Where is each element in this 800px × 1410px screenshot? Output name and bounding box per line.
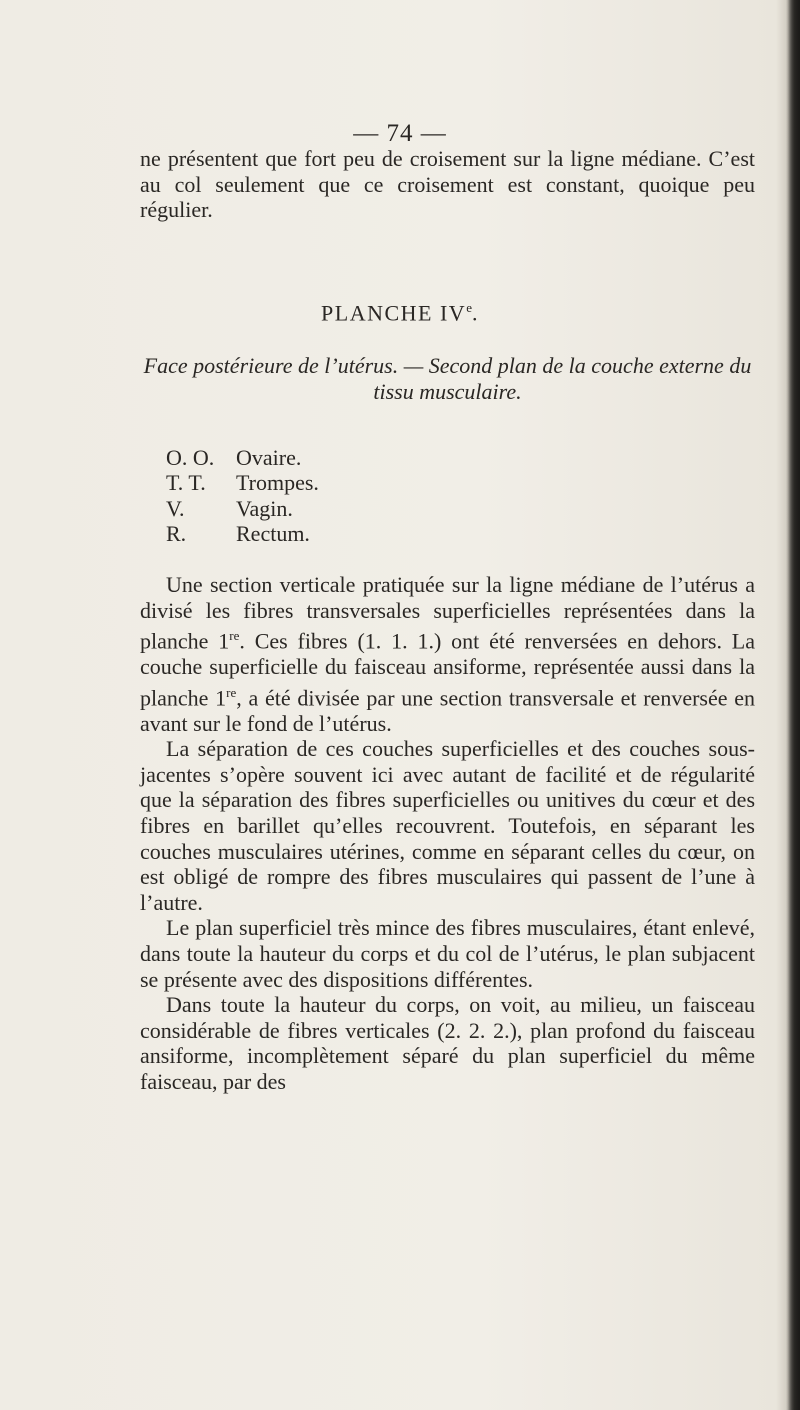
paragraph-section-part-1: Une section verticale pratiquée sur la ligne médiane de l’utérus a divisé les fibres transversales superficielles représentées dans la planche 1 <box>140 572 755 654</box>
plate-heading-superscript: e <box>466 300 472 315</box>
legend-key: R. <box>166 521 187 547</box>
legend-item-trompes <box>166 470 319 495</box>
paragraph-separation: La séparation de ces couches superficielles et des couches sous-jacentes s’opère souvent ici avec autant de facilité et de régularité que la séparation des fibres superficielles ou unitives du cœur et des fibres en barillet qu’elles recouvrent. Toutefois, en séparant les couches musculaires utérines, comme en séparant celles du cœur, on est obligé de rompre des fibres musculaires qui passent de l’une à l’autre. <box>140 736 755 915</box>
paragraph-hauteur-du-corps: Dans toute la hauteur du corps, on voit, au milieu, un faisceau considérable de fibres verticales (2. 2. 2.), plan profond du faisceau ansiforme, incomplètement séparé du plan superficiel du même faisceau, par des <box>140 992 755 1094</box>
superscript: re <box>226 684 237 700</box>
legend-label: Rectum. <box>236 521 310 547</box>
legend-label: Trompes. <box>236 470 319 496</box>
legend-item-rectum <box>166 521 319 546</box>
opening-paragraph <box>140 146 755 223</box>
page-number: — 74 — <box>353 120 447 147</box>
legend-key: V. <box>166 495 185 521</box>
plate-caption: Face postérieure de l’utérus. — Second plan de la couche externe du tissu musculaire. <box>143 353 752 404</box>
legend-label: Vagin. <box>236 495 293 521</box>
legend-key: O. O. <box>166 445 215 470</box>
paragraph-section-part-2: . Ces fibres (1. 1. 1.) ont été renversées en dehors. La couche superficielle du faisceau ansiforme, représentée aussi dans la planche 1 <box>140 628 756 711</box>
superscript: re <box>229 628 240 644</box>
legend-item-ovaire <box>166 445 319 470</box>
page-edge-shadow <box>786 0 800 1410</box>
legend-item-vagin <box>166 496 319 521</box>
legend-key: T. T. <box>166 470 206 496</box>
body-text <box>140 572 755 1095</box>
legend-label: Ovaire. <box>236 445 302 470</box>
plate-heading-text: PLANCHE IV <box>321 300 467 326</box>
plate-heading <box>0 300 800 326</box>
plate-legend <box>166 445 319 547</box>
paragraph-section-part-3: , a été divisée par une section transversale et renversée en avant sur le fond de l’utérus. <box>140 685 756 736</box>
opening-paragraph-text: ne présentent que fort peu de croisement sur la ligne médiane. C’est au col seulement que ce croisement est constant, quoique peu régulier. <box>140 146 755 223</box>
paragraph-plan-superficiel: Le plan superficiel très mince des fibres musculaires, étant enlevé, dans toute la hauteur du corps et du col de l’utérus, le plan subjacent se présente avec des dispositions différentes. <box>140 915 755 992</box>
plate-heading-end: . <box>471 300 479 326</box>
paragraph-section <box>140 572 755 736</box>
